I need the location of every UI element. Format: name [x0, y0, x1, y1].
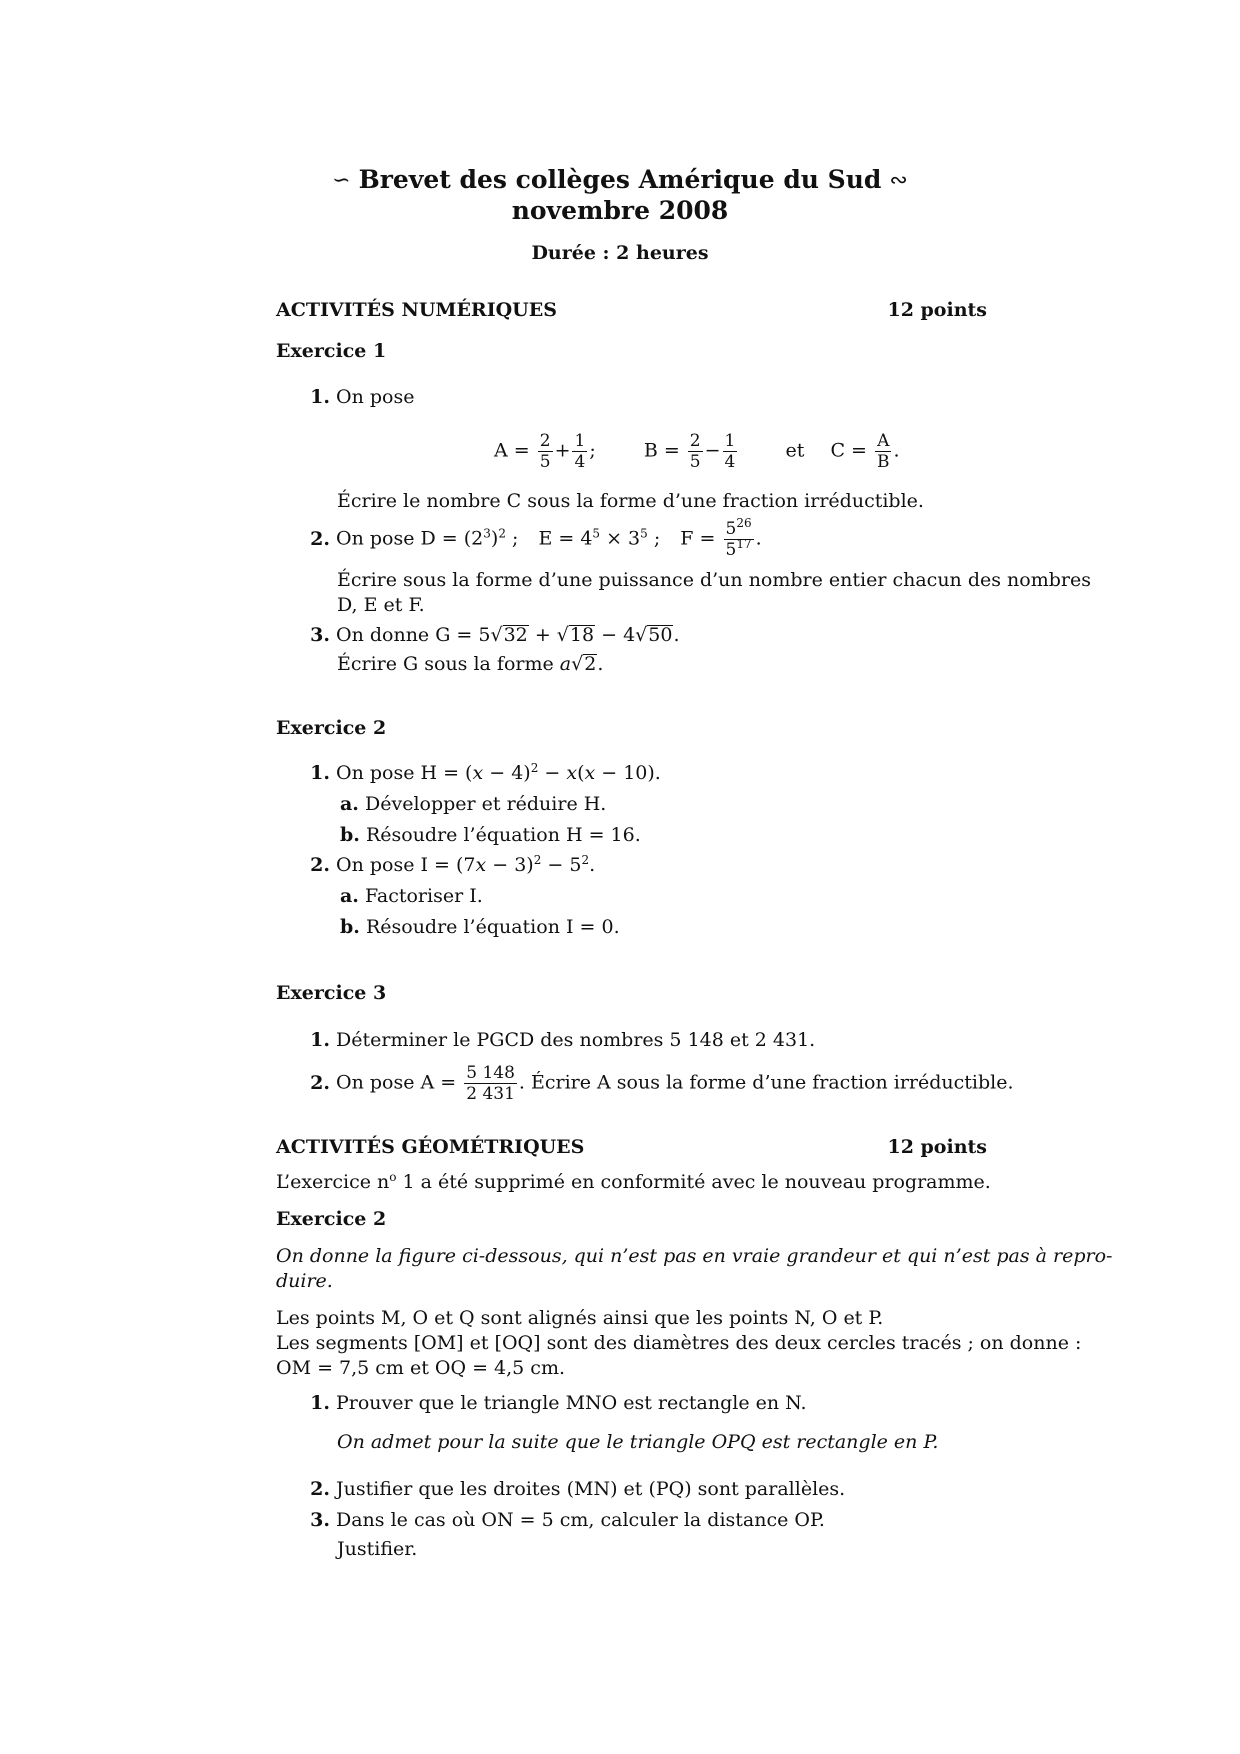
- question-text: On pose D =: [336, 527, 458, 550]
- question-text: Justifier que les droites (MN) et (PQ) sont parallèles.: [336, 1478, 846, 1500]
- exponent: 17: [736, 537, 752, 551]
- exam-title-line2: novembre 2008: [511, 196, 729, 225]
- sqrt-icon: √: [556, 624, 569, 646]
- sqrt-radicand: 18: [569, 624, 595, 646]
- numerator: 1: [724, 431, 736, 451]
- exercise-intro: On donne la figure ci-dessous, qui n’est pas en vraie grandeur et qui n’est pas à repro-: [276, 1245, 1113, 1267]
- sub-question-text: Factoriser I.: [364, 885, 483, 907]
- exponent: 26: [736, 516, 752, 530]
- question-text: On pose A =: [336, 1071, 457, 1094]
- question-text: On pose H = (: [336, 762, 473, 784]
- question-number: 1.: [310, 386, 330, 408]
- exponent: 2: [581, 853, 590, 867]
- question-2: [304, 853, 595, 877]
- question-instruction: Écrire sous la forme d’une puissance d’un nombre entier chacun des nombres: [337, 569, 1091, 591]
- fraction: [875, 431, 892, 472]
- separator: .: [893, 439, 900, 462]
- exercise-text: Les points M, O et Q sont alignés ainsi que les points N, O et P.: [276, 1307, 884, 1329]
- fraction: [572, 431, 587, 472]
- section-title-geometric: ACTIVITÉS GÉOMÉTRIQUES: [276, 1136, 585, 1158]
- numerator: 2: [539, 431, 551, 451]
- separator: .: [755, 527, 762, 550]
- question-text: On pose I = (7: [336, 854, 476, 876]
- separator: .: [589, 854, 596, 876]
- denominator: 4: [574, 452, 586, 472]
- exercise-title: Exercice 2: [276, 1208, 387, 1230]
- ornament-right-icon: ∾: [889, 168, 908, 193]
- exercise-text: Les segments [OM] et [OQ] sont des diamètres des deux cercles tracés ; on donne :: [276, 1332, 1082, 1354]
- variable: a: [559, 653, 572, 675]
- numerator: A: [877, 431, 890, 451]
- sub-question-text: Résoudre l’équation H = 16.: [365, 824, 641, 846]
- operator: − 4: [595, 624, 636, 646]
- question-text: On donne G = 5: [336, 624, 491, 646]
- exercise-title: Exercice 1: [276, 340, 387, 362]
- question-text: − 4): [483, 762, 531, 784]
- variable: x: [566, 762, 578, 784]
- numerator: 5 148: [466, 1063, 515, 1083]
- equations-abc: [494, 431, 900, 472]
- question-instruction: D, E et F.: [337, 594, 425, 616]
- sub-question-text: Résoudre l’équation I = 0.: [365, 916, 620, 938]
- exam-duration: Durée : 2 heures: [531, 242, 709, 264]
- question-number: 3.: [310, 1509, 330, 1531]
- question-number: 3.: [310, 624, 330, 646]
- question-text: − 5: [541, 854, 582, 876]
- separator: .: [673, 624, 680, 646]
- power-base: (2: [463, 527, 484, 550]
- question-instruction: Écrire le nombre C sous la forme d’une fraction irréductible.: [337, 490, 924, 512]
- note-text: 1 a été supprimé en conformité avec le nouveau programme.: [396, 1171, 991, 1193]
- eq-b-lhs: B =: [643, 439, 680, 462]
- exponent: 2: [498, 526, 506, 541]
- question-text: − 10).: [595, 762, 661, 784]
- denominator: B: [876, 452, 890, 472]
- denominator: 2 431: [466, 1084, 515, 1104]
- variable: x: [475, 854, 487, 876]
- separator: ;: [589, 439, 596, 462]
- power-base: 5: [725, 540, 737, 560]
- question-instruction: [337, 652, 603, 676]
- denominator: 5: [539, 452, 551, 472]
- question-number: 2.: [310, 854, 330, 876]
- exercise-title: Exercice 2: [276, 717, 387, 739]
- fraction: [688, 431, 703, 472]
- separator: .: [597, 653, 604, 675]
- question-number: 1.: [310, 1029, 330, 1051]
- sub-question-a: [340, 884, 483, 908]
- sqrt-radicand: 32: [503, 624, 528, 646]
- section-points-numeric: 12 points: [887, 299, 987, 321]
- section-points-geometric: 12 points: [887, 1136, 987, 1158]
- question-1: [304, 761, 661, 785]
- question-1: [304, 385, 414, 409]
- separator: ;: [647, 527, 661, 550]
- sub-question-b: [340, 915, 620, 939]
- denominator: 5: [689, 452, 701, 472]
- sub-question-text: Développer et réduire H.: [364, 793, 607, 815]
- section-note: [276, 1170, 991, 1194]
- exercise-text: OM = 7,5 cm et OQ = 4,5 cm.: [276, 1357, 566, 1379]
- exercise-title: Exercice 3: [276, 982, 387, 1004]
- exponent: 5: [640, 526, 648, 541]
- sqrt-radicand: 50: [648, 624, 673, 646]
- question-1: [304, 1391, 807, 1415]
- superscript: o: [389, 1170, 397, 1184]
- question-2: [304, 1063, 1014, 1104]
- sub-question-b: [340, 823, 641, 847]
- question-number: 1.: [310, 762, 330, 784]
- sqrt-icon: √: [635, 624, 648, 646]
- eq-f-lhs: F =: [680, 527, 716, 550]
- operator: +: [554, 439, 571, 462]
- sub-question-a: [340, 792, 606, 816]
- sub-question-label: a.: [340, 885, 359, 907]
- title-text: Brevet des collèges Amérique du Sud: [358, 165, 882, 194]
- operator: +: [528, 624, 557, 646]
- question-text: Prouver que le triangle MNO est rectangle en N.: [336, 1392, 807, 1414]
- sub-question-label: a.: [340, 793, 359, 815]
- exam-title-line1: [0, 165, 1240, 197]
- sqrt-radicand: 2: [584, 653, 597, 675]
- sqrt-icon: √: [571, 653, 584, 675]
- numerator: 2: [689, 431, 701, 451]
- eq-a-lhs: A =: [494, 439, 530, 462]
- question-2: [304, 516, 762, 560]
- question-text: On pose: [336, 386, 415, 408]
- question-text: Dans le cas où ON = 5 cm, calculer la distance OP.: [336, 1509, 825, 1531]
- section-title-numeric: ACTIVITÉS NUMÉRIQUES: [276, 299, 557, 321]
- denominator: 4: [724, 452, 736, 472]
- question-number: 2.: [310, 1071, 330, 1094]
- question-note: On admet pour la suite que le triangle OPQ est rectangle en P.: [337, 1431, 939, 1453]
- exponent: 2: [530, 761, 539, 775]
- exponent: 3: [483, 526, 491, 541]
- paren: (: [577, 762, 585, 784]
- exercise-intro: duire.: [276, 1270, 333, 1292]
- question-text: . Écrire A sous la forme d’une fraction irréductible.: [518, 1071, 1014, 1094]
- note-text: L’exercice n: [276, 1171, 390, 1193]
- variable: x: [472, 762, 484, 784]
- operator: −: [538, 762, 567, 784]
- fraction: [724, 516, 754, 560]
- exponent: 2: [533, 853, 542, 867]
- question-text: Justifier.: [337, 1538, 418, 1560]
- question-number: 2.: [310, 1478, 330, 1500]
- paren: ): [490, 527, 499, 550]
- sqrt-icon: √: [490, 624, 503, 646]
- operator: × 3: [600, 527, 641, 550]
- ornament-left-icon: ∽: [332, 168, 351, 193]
- sub-question-label: b.: [340, 916, 360, 938]
- question-3: [304, 623, 680, 647]
- separator: ;: [505, 527, 519, 550]
- question-text: − 3): [486, 854, 534, 876]
- denominator: [724, 537, 754, 560]
- sub-question-label: b.: [340, 824, 360, 846]
- fraction: [538, 431, 553, 472]
- operator: −: [704, 439, 721, 462]
- eq-et: et: [785, 439, 805, 462]
- numerator: 1: [574, 431, 586, 451]
- power-base: E = 4: [538, 527, 593, 550]
- question-number: 2.: [310, 527, 330, 550]
- eq-c-lhs: C =: [830, 439, 867, 462]
- question-3: [304, 1508, 825, 1532]
- fraction: [723, 431, 738, 472]
- instruction-text: Écrire G sous la forme: [337, 653, 560, 675]
- question-number: 1.: [310, 1392, 330, 1414]
- question-2: [304, 1477, 845, 1501]
- variable: x: [584, 762, 596, 784]
- question-text: Déterminer le PGCD des nombres 5 148 et 2 431.: [336, 1029, 816, 1051]
- exponent: 5: [592, 526, 601, 541]
- fraction: [464, 1063, 517, 1104]
- question-1: [304, 1028, 815, 1052]
- power-base: 5: [725, 519, 737, 539]
